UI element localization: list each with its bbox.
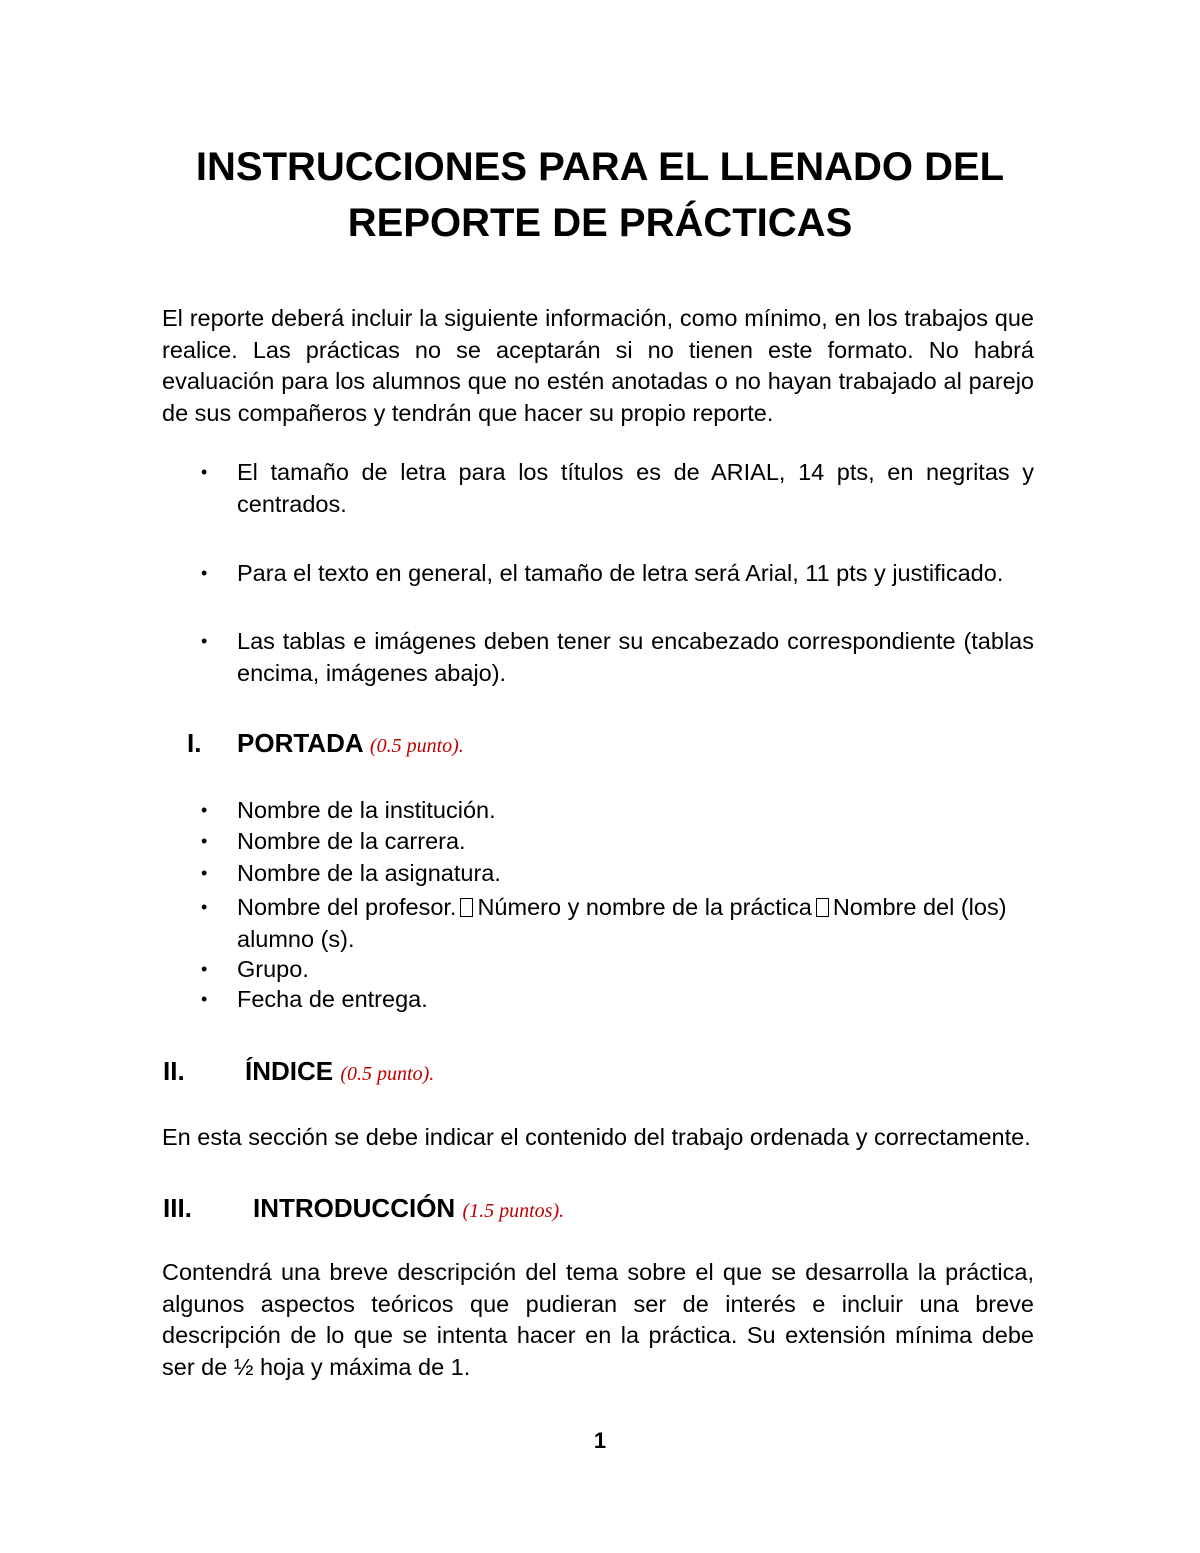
list-item: [201, 826, 1034, 858]
format-rule-tables-line2: encima, imágenes abajo).: [237, 659, 507, 686]
section-title: INTRODUCCIÓN: [253, 1193, 456, 1223]
indice-paragraph: En esta sección se debe indicar el contenido del trabajo ordenada y correctamente.: [162, 1124, 1031, 1150]
list-item: [201, 954, 1034, 986]
list-item-label: Nombre de la asignatura.: [237, 860, 501, 886]
bullet-icon: •: [201, 831, 208, 851]
missing-glyph-icon: [460, 898, 473, 917]
introduccion-paragraph: Contendrá una breve descripción del tema sobre el que se desarrolla la práctica, algunos aspectos teóricos que pudieran ser de interés e incluir una breve descripción de lo que se intenta hacer en la práctica. Su extensión mínima debe ser de ½ hoja y máxima de 1.: [162, 1259, 1034, 1380]
format-rule-titles-line2: centrados.: [237, 490, 347, 517]
list-item-label: Grupo.: [237, 956, 309, 982]
bullet-icon: •: [201, 959, 208, 979]
list-item-label: Nombre del profesor.: [237, 894, 457, 920]
list-item: [201, 892, 1034, 955]
format-rule-titles: [201, 457, 1034, 520]
list-item-label: Número y nombre de la práctica: [477, 894, 812, 920]
section-points: (1.5 puntos).: [462, 1200, 565, 1222]
bullet-icon: •: [201, 897, 208, 917]
format-rule-text-label: Para el texto en general, el tamaño de letra será Arial, 11 pts y justificado.: [237, 560, 1004, 586]
page-title: [0, 139, 1200, 251]
missing-glyph-icon: [816, 898, 829, 917]
bullet-icon: •: [201, 563, 208, 583]
bullet-icon: •: [201, 462, 208, 482]
bullet-icon: •: [201, 800, 208, 820]
list-item-label: alumno (s).: [237, 925, 355, 952]
format-rule-titles-line1: El tamaño de letra para los títulos es de ARIAL, 14 pts, en negritas y: [237, 459, 1034, 485]
section-points: (0.5 punto).: [369, 735, 464, 757]
section-number: III.: [163, 1193, 192, 1223]
section-title: ÍNDICE: [245, 1056, 334, 1086]
bullet-icon: •: [201, 631, 208, 651]
format-rule-tables: [201, 626, 1034, 689]
format-rule-text: [201, 558, 1034, 590]
page-number: 1: [593, 1428, 607, 1453]
section-number: I.: [187, 728, 202, 758]
list-item-label: Fecha de entrega.: [237, 986, 428, 1012]
list-item-label: Nombre del (los): [832, 894, 1007, 920]
bullet-icon: •: [201, 863, 208, 883]
title-line-2: REPORTE DE PRÁCTICAS: [347, 201, 853, 245]
list-item-label: Nombre de la carrera.: [237, 828, 466, 854]
intro-paragraph: El reporte deberá incluir la siguiente información, como mínimo, en los trabajos que realice. Las prácticas no se aceptarán si no tienen este formato. No habrá evaluación para los alumnos que no estén anotadas o no hayan trabajado al parejo de sus compañeros y tendrán que hacer su propio reporte.: [162, 305, 1034, 426]
section-title: PORTADA: [237, 728, 363, 758]
title-line-1: INSTRUCCIONES PARA EL LLENADO DEL: [195, 145, 1005, 189]
list-item: [201, 795, 1034, 827]
bullet-icon: •: [201, 989, 208, 1009]
list-item-label: Nombre de la institución.: [237, 797, 496, 823]
section-points: (0.5 punto).: [340, 1063, 435, 1085]
list-item: [201, 984, 1034, 1016]
list-item: [201, 858, 1034, 890]
section-number: II.: [163, 1056, 185, 1086]
format-rule-tables-line1: Las tablas e imágenes deben tener su encabezado correspondiente (tablas: [237, 628, 1034, 654]
